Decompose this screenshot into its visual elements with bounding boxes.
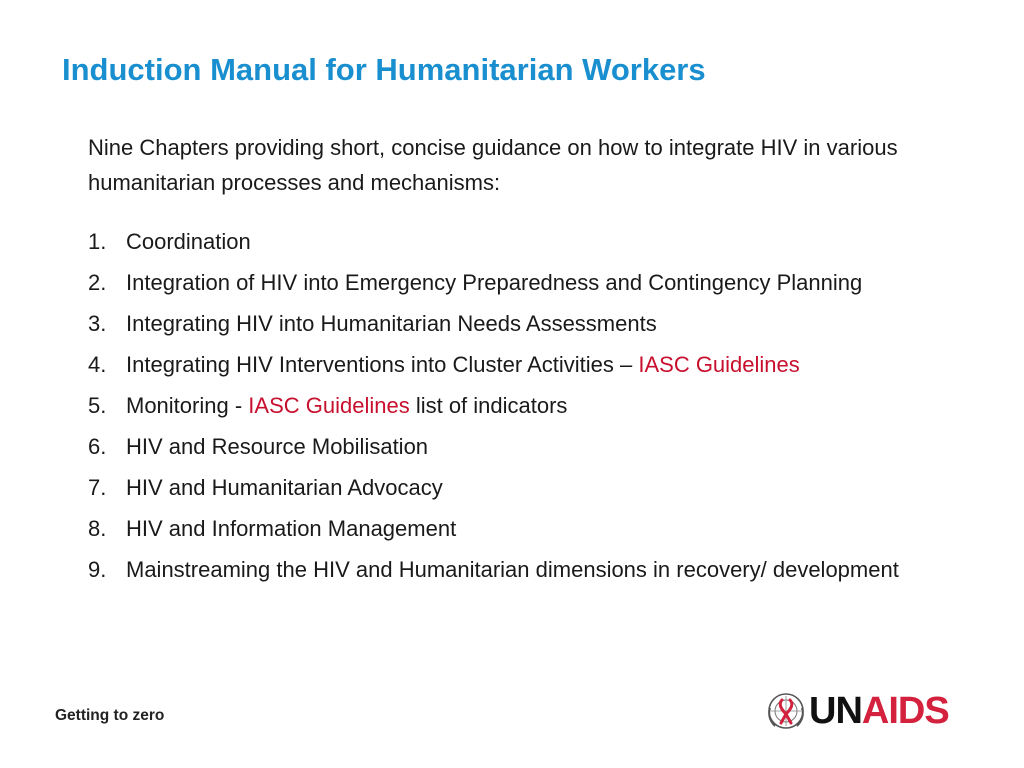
item-number: 5. [88, 393, 107, 418]
list-item [88, 307, 938, 341]
chapter-list [88, 225, 938, 594]
list-item [88, 389, 938, 423]
logo-aids-text: AIDS [861, 689, 949, 732]
iasc-guidelines-highlight: IASC Guidelines [248, 393, 410, 418]
item-text-before: Integrating HIV Interventions into Cluster Activities – [126, 352, 639, 377]
item-number: 6. [88, 434, 107, 459]
item-text-before: Monitoring - [126, 393, 249, 418]
list-item [88, 430, 938, 464]
item-text [126, 348, 938, 382]
item-number: 8. [88, 516, 107, 541]
item-number: 4. [88, 352, 107, 377]
item-number: 3. [88, 311, 107, 336]
iasc-guidelines-highlight: IASC Guidelines [638, 352, 800, 377]
slide-title: Induction Manual for Humanitarian Workers [62, 52, 706, 87]
logo-un-text: UN [809, 689, 862, 732]
list-item [88, 266, 938, 300]
item-text: Integrating HIV into Humanitarian Needs Assessments [126, 311, 657, 336]
item-text-after: list of indicators [409, 393, 568, 418]
list-item [88, 553, 938, 587]
item-text: Mainstreaming the HIV and Humanitarian dimensions in recovery/ development [126, 557, 899, 582]
list-item [88, 512, 938, 546]
unaids-logo [765, 688, 970, 734]
intro-text: Nine Chapters providing short, concise guidance on how to integrate HIV in various humanitarian processes and mechanisms: [88, 135, 898, 195]
item-text: HIV and Resource Mobilisation [126, 434, 429, 459]
item-number: 2. [88, 270, 107, 295]
item-text: HIV and Information Management [126, 516, 457, 541]
item-text [126, 389, 938, 423]
item-text: Coordination [126, 229, 251, 254]
item-number: 1. [88, 229, 107, 254]
item-number: 7. [88, 475, 107, 500]
footer-tagline: Getting to zero [55, 707, 165, 724]
un-emblem-icon [765, 690, 807, 732]
list-item [88, 225, 938, 259]
item-text: HIV and Humanitarian Advocacy [126, 475, 443, 500]
item-text: Integration of HIV into Emergency Preparedness and Contingency Planning [126, 270, 863, 295]
item-number: 9. [88, 557, 107, 582]
list-item [88, 348, 938, 382]
list-item [88, 471, 938, 505]
